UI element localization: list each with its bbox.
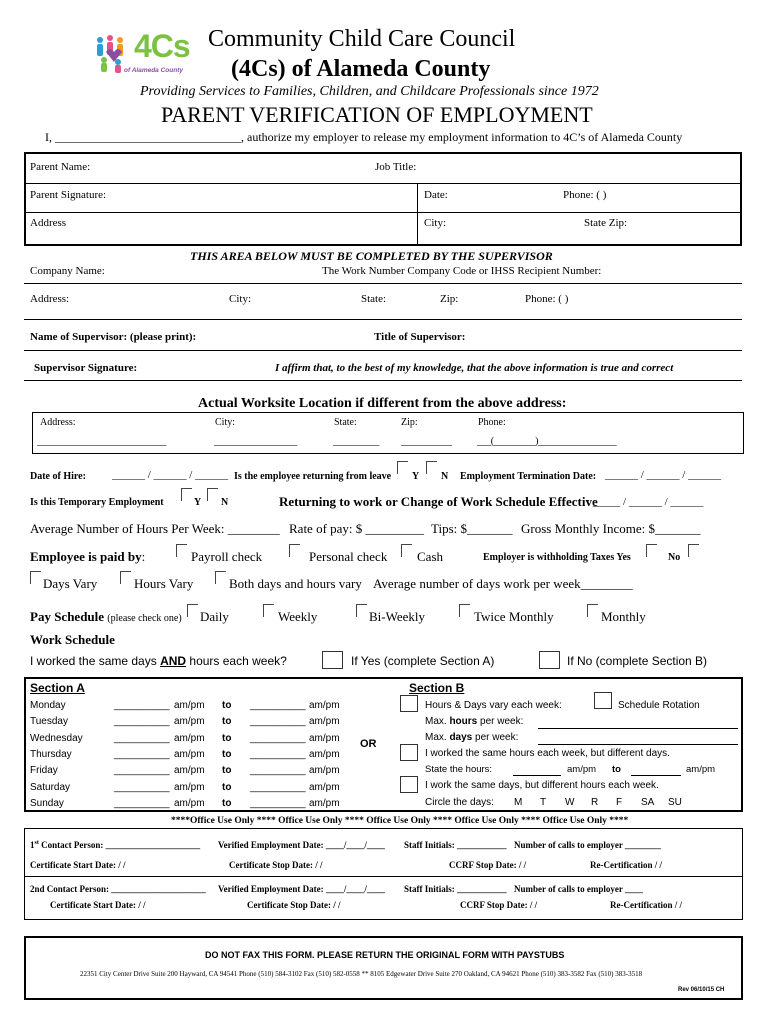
form-title: PARENT VERIFICATION OF EMPLOYMENT — [161, 102, 593, 127]
payroll-check-checkbox[interactable] — [176, 544, 187, 557]
withholding-taxes-label: Employer is withholding Taxes Yes — [483, 552, 631, 563]
day-option[interactable]: T — [540, 797, 547, 808]
max-hours-label — [425, 716, 523, 727]
to-label: to — [222, 732, 232, 744]
change-schedule-date-input[interactable]: : _____ / ______ / ______ — [587, 496, 704, 508]
if-no-label: If No (complete Section B) — [567, 654, 708, 668]
day-option[interactable]: F — [616, 797, 623, 808]
parent-date-field[interactable]: Date: — [424, 189, 448, 201]
schedule-rotation-checkbox[interactable] — [594, 692, 612, 709]
change-schedule-label: Returning to work or Change of Work Schedule Effective — [279, 494, 598, 509]
question-pre: I worked the same days — [30, 654, 161, 668]
withholding-no-label: No — [668, 552, 681, 563]
max-days-post: per week: — [472, 732, 519, 743]
gross-income-field[interactable]: Gross Monthly Income: $_______ — [521, 521, 701, 536]
monthly-label: Monthly — [601, 609, 646, 624]
recertification-2[interactable]: Re-Certification / / — [610, 900, 682, 910]
worksite-title: Actual Worksite Location if different from the above address: — [198, 396, 567, 411]
max-days-label — [425, 732, 518, 743]
to-label: to — [222, 797, 232, 809]
footer-box — [24, 936, 743, 1000]
max-hours-pre: Max. — [425, 716, 450, 727]
end-time-input[interactable]: __________ — [250, 765, 306, 777]
to-label: to — [222, 716, 232, 728]
monthly-checkbox[interactable] — [587, 604, 598, 617]
max-hours-post: per week: — [477, 716, 524, 727]
if-yes-checkbox[interactable] — [322, 651, 343, 669]
logo-text: 4Cs — [134, 28, 190, 64]
weekly-label: Weekly — [278, 609, 318, 624]
parent-name-field[interactable]: Parent Name: — [30, 161, 91, 173]
worksite-phone-label: Phone: — [478, 417, 506, 428]
schedule-rotation-label: Schedule Rotation — [618, 700, 700, 711]
day-label: Wednesday — [30, 732, 83, 744]
first-sup: st — [34, 840, 39, 846]
twice-monthly-label: Twice Monthly — [474, 609, 554, 624]
state-hours-am1: am/pm — [567, 764, 597, 775]
supervisor-address-field[interactable]: Address: — [30, 293, 70, 305]
staff-initials-2[interactable]: Staff Initials: ___________ — [404, 884, 507, 894]
supervisor-state-field[interactable]: State: — [361, 293, 387, 305]
day-label: Monday — [30, 700, 66, 711]
withholding-yes-checkbox[interactable] — [646, 544, 657, 557]
termination-date-label: Employment Termination Date: — [460, 471, 597, 482]
same-days-checkbox[interactable] — [400, 776, 418, 793]
end-ampm-label: am/pm — [309, 765, 340, 777]
personal-check-label: Personal check — [309, 549, 388, 564]
hours-days-vary-label: Hours & Days vary each week: — [425, 700, 562, 711]
supervisor-name-field[interactable]: Name of Supervisor: (please print): — [30, 331, 197, 343]
pay-schedule-text: Pay Schedule — [30, 609, 105, 624]
end-ampm-label: am/pm — [309, 732, 340, 744]
day-label: Thursday — [30, 748, 72, 760]
daily-label: Daily — [200, 609, 229, 624]
biweekly-label: Bi-Weekly — [369, 609, 425, 624]
office-use-banner: ****Office Use Only **** Office Use Only **** Office Use Only **** Office Use Only **** Office Use Only **** — [171, 816, 629, 826]
weekly-checkbox[interactable] — [263, 604, 274, 617]
paid-by-text: Employee is paid by — [30, 549, 142, 564]
work-number-field[interactable]: The Work Number Company Code or IHSS Recipient Number: — [322, 265, 602, 277]
returning-yes-checkbox[interactable] — [397, 461, 408, 474]
recertification-1[interactable]: Re-Certification / / — [590, 860, 662, 870]
end-ampm-label: am/pm — [309, 748, 340, 760]
twice-monthly-checkbox[interactable] — [459, 604, 470, 617]
certificate-stop-2[interactable]: Certificate Stop Date: / / — [247, 900, 341, 910]
paid-by-label — [30, 549, 145, 565]
date-of-hire-input[interactable]: ______ / ______ / ______ — [112, 469, 229, 481]
first-contact-field[interactable]: 1st Contact Person: _____________________ — [30, 840, 201, 850]
revision-label: Rev 06/10/15 CH — [678, 987, 725, 993]
both-vary-label: Both days and hours vary — [229, 576, 362, 591]
day-option[interactable]: SA — [641, 797, 655, 808]
start-time-input[interactable]: __________ — [114, 765, 170, 777]
day-label: Sunday — [30, 797, 64, 809]
temporary-yes-label: Y — [194, 497, 202, 508]
returning-no-label: N — [441, 471, 449, 482]
to-label: to — [222, 781, 232, 793]
returning-no-checkbox[interactable] — [426, 461, 437, 474]
day-label: Saturday — [30, 781, 71, 793]
worksite-state-label: State: — [334, 417, 357, 428]
calls-to-employer-1[interactable]: Number of calls to employer ________ — [514, 840, 661, 850]
same-days-question — [30, 654, 287, 668]
payroll-check-label: Payroll check — [191, 549, 263, 564]
hours-vary-label: Hours Vary — [134, 576, 194, 591]
end-time-input[interactable]: __________ — [250, 748, 306, 760]
second-contact-field[interactable]: 2nd Contact Person: _____________________ — [30, 884, 206, 894]
org-title-line2: (4Cs) of Alameda County — [231, 56, 491, 82]
rate-of-pay-field[interactable]: Rate of pay: $ _________ — [289, 521, 425, 536]
max-hours-line[interactable] — [538, 728, 738, 729]
tagline: Providing Services to Families, Children, and Childcare Professionals since 1972 — [140, 84, 599, 99]
to-label: to — [222, 748, 232, 760]
work-schedule-title: Work Schedule — [30, 632, 115, 647]
question-and: AND — [160, 654, 187, 668]
returning-leave-label: Is the employee returning from leave — [234, 471, 392, 482]
to-label: to — [222, 765, 232, 777]
start-ampm-label: am/pm — [174, 765, 205, 777]
if-no-checkbox[interactable] — [539, 651, 560, 669]
start-time-input[interactable]: __________ — [114, 716, 170, 728]
personal-check-checkbox[interactable] — [289, 544, 300, 557]
job-title-field[interactable]: Job Title: — [375, 161, 417, 173]
staff-initials-1[interactable]: Staff Initials: ___________ — [404, 840, 507, 850]
circle-days-label: Circle the days: — [425, 797, 494, 808]
parent-signature-field[interactable]: Parent Signature: — [30, 189, 107, 201]
logo-subtitle: of Alameda County — [124, 67, 183, 74]
state-hours-am2: am/pm — [686, 764, 716, 775]
org-title-line1: Community Child Care Council — [208, 26, 516, 52]
end-ampm-label: am/pm — [309, 716, 340, 728]
section-a-title: Section A — [30, 681, 85, 695]
day-option[interactable]: W — [565, 797, 575, 808]
section-b-title: Section B — [409, 681, 465, 695]
supervisor-phone-field[interactable]: Phone: ( ) — [525, 293, 569, 305]
supervisor-zip-field[interactable]: Zip: — [440, 293, 459, 305]
end-ampm-label: am/pm — [309, 797, 340, 809]
ccrf-stop-1[interactable]: CCRF Stop Date: / / — [449, 860, 527, 870]
authorize-statement: I, _______________________________, authorize my employer to release my employment information to 4C’s of Alameda County — [45, 130, 683, 144]
worksite-address-input[interactable]: ____________________________ — [37, 436, 166, 447]
day-label: Friday — [30, 765, 58, 777]
certificate-start-2[interactable]: Certificate Start Date: / / — [50, 900, 146, 910]
paid-by-colon: : — [141, 549, 146, 564]
day-label: Tuesday — [30, 716, 68, 728]
end-ampm-label: am/pm — [309, 700, 340, 711]
ccrf-stop-2[interactable]: CCRF Stop Date: / / — [460, 900, 538, 910]
start-time-input[interactable]: __________ — [114, 700, 170, 711]
verified-date-2[interactable]: Verified Employment Date: ____/____/____ — [218, 884, 385, 894]
to-label: to — [222, 700, 232, 711]
calls-to-employer-2[interactable]: Number of calls to employer ____ — [514, 884, 643, 894]
temporary-yes-checkbox[interactable] — [181, 488, 192, 501]
start-ampm-label: am/pm — [174, 732, 205, 744]
parent-phone-field[interactable]: Phone: ( ) — [563, 189, 607, 201]
avg-days-field[interactable]: Average number of days work per week________ — [373, 576, 633, 591]
start-time-input[interactable]: __________ — [114, 781, 170, 793]
same-hours-label: I worked the same hours each week, but different days. — [425, 748, 670, 759]
worksite-phone-input[interactable]: ___(_________)_________________ — [477, 436, 617, 447]
start-ampm-label: am/pm — [174, 700, 205, 711]
max-hours-bold: hours — [449, 716, 478, 727]
supervisor-banner: THIS AREA BELOW MUST BE COMPLETED BY THE SUPERVISOR — [190, 249, 553, 263]
or-label: OR — [360, 738, 377, 750]
parent-address-field[interactable]: Address — [30, 217, 67, 229]
supervisor-signature-field[interactable]: Supervisor Signature: — [34, 362, 138, 374]
state-hours-to: to — [612, 764, 621, 775]
start-time-input[interactable]: __________ — [114, 797, 170, 809]
footer-notice: DO NOT FAX THIS FORM. PLEASE RETURN THE ORIGINAL FORM WITH PAYSTUBS — [205, 950, 565, 960]
max-days-pre: Max. — [425, 732, 450, 743]
parent-city-field[interactable]: City: — [424, 217, 447, 229]
end-time-input[interactable]: __________ — [250, 700, 306, 711]
start-ampm-label: am/pm — [174, 797, 205, 809]
end-time-input[interactable]: __________ — [250, 716, 306, 728]
days-vary-label: Days Vary — [43, 576, 98, 591]
pay-schedule-hint: (please check one) — [107, 613, 182, 624]
start-ampm-label: am/pm — [174, 748, 205, 760]
worksite-zip-label: Zip: — [401, 417, 418, 428]
parent-state-zip-field[interactable]: State Zip: — [584, 217, 628, 229]
day-option[interactable]: SU — [668, 797, 682, 808]
end-ampm-label: am/pm — [309, 781, 340, 793]
temporary-no-label: N — [221, 497, 229, 508]
both-vary-checkbox[interactable] — [215, 571, 226, 584]
end-time-input[interactable]: __________ — [250, 781, 306, 793]
cash-checkbox[interactable] — [401, 544, 412, 557]
footer-addresses: 22351 City Center Drive Suite 200 Hayward, CA 94541 Phone (510) 584-3102 Fax (510) 582-0558 ** 8105 Edgewater Drive Suite 270 Oakland, CA 94621 Phone (510) 383-3582 Fax (510) 383-3518 — [80, 970, 643, 978]
max-days-bold: days — [449, 732, 473, 743]
supervisor-title-field[interactable]: Title of Supervisor: — [374, 331, 466, 343]
state-hours-label: State the hours: — [425, 764, 493, 775]
certificate-start-1[interactable]: Certificate Start Date: / / — [30, 860, 126, 870]
supervisor-city-field[interactable]: City: — [229, 293, 252, 305]
same-hours-checkbox[interactable] — [400, 744, 418, 761]
question-post: hours each week? — [186, 654, 287, 668]
hours-vary-checkbox[interactable] — [120, 571, 131, 584]
same-days-label: I work the same days, but different hours each week. — [425, 780, 659, 791]
worksite-state-input[interactable]: __________ — [333, 436, 380, 447]
daily-checkbox[interactable] — [187, 604, 198, 617]
termination-date-input[interactable]: ______ / ______ / ______ — [605, 469, 722, 481]
day-option[interactable]: R — [591, 797, 599, 808]
logo — [92, 30, 200, 80]
avg-hours-field[interactable]: Average Number of Hours Per Week: ________ — [30, 521, 280, 536]
temporary-employment-label: Is this Temporary Employment — [30, 497, 164, 508]
pay-schedule-label — [30, 609, 182, 625]
date-of-hire-label: Date of Hire: — [30, 471, 86, 482]
verified-date-1[interactable]: Verified Employment Date: ____/____/____ — [218, 840, 385, 850]
hours-days-vary-checkbox[interactable] — [400, 695, 418, 712]
temporary-no-checkbox[interactable] — [207, 488, 218, 501]
company-name-field[interactable]: Company Name: — [30, 265, 105, 277]
if-yes-label: If Yes (complete Section A) — [351, 654, 495, 668]
end-time-input[interactable]: __________ — [250, 797, 306, 809]
worksite-box — [32, 412, 744, 454]
worksite-city-input[interactable]: __________________ — [214, 436, 297, 447]
end-time-input[interactable]: __________ — [250, 732, 306, 744]
certificate-stop-1[interactable]: Certificate Stop Date: / / — [229, 860, 323, 870]
start-ampm-label: am/pm — [174, 781, 205, 793]
cash-label: Cash — [417, 549, 443, 564]
start-time-input[interactable]: __________ — [114, 748, 170, 760]
tips-field[interactable]: Tips: $_______ — [431, 521, 513, 536]
worksite-city-label: City: — [215, 417, 236, 428]
start-ampm-label: am/pm — [174, 716, 205, 728]
worksite-address-label: Address: — [40, 417, 76, 428]
max-days-line[interactable] — [538, 744, 738, 745]
biweekly-checkbox[interactable] — [356, 604, 367, 617]
withholding-no-checkbox[interactable] — [688, 544, 699, 557]
worksite-zip-input[interactable]: ___________ — [401, 436, 452, 447]
days-vary-checkbox[interactable] — [30, 571, 41, 584]
affirm-statement: I affirm that, to the best of my knowledge, that the above information is true and correct — [275, 362, 674, 374]
day-option[interactable]: M — [514, 797, 523, 808]
returning-yes-label: Y — [412, 471, 420, 482]
start-time-input[interactable]: __________ — [114, 732, 170, 744]
